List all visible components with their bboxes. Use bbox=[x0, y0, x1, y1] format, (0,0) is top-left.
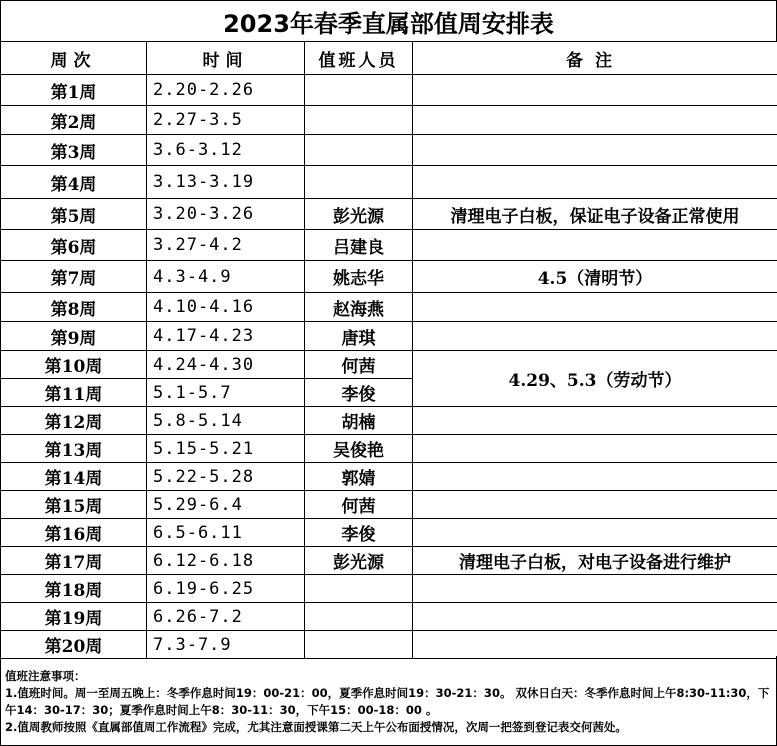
note-cell bbox=[413, 106, 777, 135]
notes-heading: 值班注意事项： bbox=[5, 669, 86, 683]
staff-cell: 彭光源 bbox=[305, 547, 413, 575]
table-row bbox=[1, 575, 777, 603]
staff-cell bbox=[305, 106, 413, 135]
note-cell bbox=[413, 230, 777, 261]
note-cell bbox=[413, 631, 777, 659]
note-cell bbox=[413, 603, 777, 631]
note-cell: 4.5（清明节） bbox=[413, 261, 777, 293]
week-cell: 第16周 bbox=[1, 519, 147, 547]
note-cell bbox=[413, 166, 777, 199]
table-row bbox=[1, 106, 777, 135]
staff-cell bbox=[305, 135, 413, 166]
staff-cell: 何茜 bbox=[305, 351, 413, 379]
week-cell: 第13周 bbox=[1, 435, 147, 463]
staff-cell bbox=[305, 575, 413, 603]
staff-cell: 吴俊艳 bbox=[305, 435, 413, 463]
notes-line-1: 1.值班时间。周一至周五晚上：冬季作息时间19：00-21：00，夏季作息时间19：30-21：30。 双休日白天：冬季作息时间上午8:30-11:30，下午14：30-17：30；夏季作息时间上午8：30-11：30，下午15：00-18：00 。 bbox=[5, 686, 770, 717]
time-cell: 2.20-2.26 bbox=[147, 75, 305, 106]
time-cell: 6.12-6.18 bbox=[147, 547, 305, 575]
week-cell: 第12周 bbox=[1, 407, 147, 435]
note-cell: 清理电子白板，保证电子设备正常使用 bbox=[413, 199, 777, 230]
table-header-row bbox=[1, 42, 777, 75]
week-cell: 第5周 bbox=[1, 199, 147, 230]
notes-line-2: 2.值周教师按照《直属部值周工作流程》完成，尤其注意面授课第二天上午公布面授情况，次周一把签到登记表交何茜处。 bbox=[5, 720, 627, 734]
time-cell: 4.24-4.30 bbox=[147, 351, 305, 379]
page-title: 2023年春季直属部值周安排表 bbox=[0, 0, 777, 42]
time-cell: 2.27-3.5 bbox=[147, 106, 305, 135]
week-cell: 第17周 bbox=[1, 547, 147, 575]
time-cell: 6.26-7.2 bbox=[147, 603, 305, 631]
time-cell: 6.19-6.25 bbox=[147, 575, 305, 603]
staff-cell bbox=[305, 75, 413, 106]
table-row bbox=[1, 199, 777, 230]
week-cell: 第4周 bbox=[1, 166, 147, 199]
note-cell bbox=[413, 519, 777, 547]
time-cell: 4.10-4.16 bbox=[147, 293, 305, 322]
week-cell: 第19周 bbox=[1, 603, 147, 631]
staff-cell: 郭婧 bbox=[305, 463, 413, 491]
note-cell: 清理电子白板，对电子设备进行维护 bbox=[413, 547, 777, 575]
time-cell: 7.3-7.9 bbox=[147, 631, 305, 659]
table-row bbox=[1, 631, 777, 659]
column-header-staff: 值班人员 bbox=[305, 42, 413, 75]
week-cell: 第2周 bbox=[1, 106, 147, 135]
table-row bbox=[1, 603, 777, 631]
time-cell: 5.29-6.4 bbox=[147, 491, 305, 519]
table-row bbox=[1, 407, 777, 435]
week-cell: 第3周 bbox=[1, 135, 147, 166]
week-cell: 第15周 bbox=[1, 491, 147, 519]
note-cell bbox=[413, 435, 777, 463]
note-cell bbox=[413, 135, 777, 166]
week-cell: 第14周 bbox=[1, 463, 147, 491]
time-cell: 4.3-4.9 bbox=[147, 261, 305, 293]
duty-notes bbox=[0, 656, 777, 746]
table-row bbox=[1, 547, 777, 575]
table-row bbox=[1, 75, 777, 106]
week-cell: 第18周 bbox=[1, 575, 147, 603]
table-row bbox=[1, 261, 777, 293]
staff-cell bbox=[305, 166, 413, 199]
table-row bbox=[1, 166, 777, 199]
week-cell: 第9周 bbox=[1, 322, 147, 351]
staff-cell: 彭光源 bbox=[305, 199, 413, 230]
time-cell: 4.17-4.23 bbox=[147, 322, 305, 351]
staff-cell: 赵海燕 bbox=[305, 293, 413, 322]
staff-cell: 何茜 bbox=[305, 491, 413, 519]
table-row bbox=[1, 322, 777, 351]
note-cell bbox=[413, 463, 777, 491]
staff-cell: 胡楠 bbox=[305, 407, 413, 435]
table-row bbox=[1, 435, 777, 463]
note-cell bbox=[413, 491, 777, 519]
time-cell: 5.15-5.21 bbox=[147, 435, 305, 463]
note-cell bbox=[413, 407, 777, 435]
staff-cell: 李俊 bbox=[305, 379, 413, 407]
time-cell: 3.13-3.19 bbox=[147, 166, 305, 199]
week-cell: 第11周 bbox=[1, 379, 147, 407]
week-cell: 第8周 bbox=[1, 293, 147, 322]
table-row bbox=[1, 230, 777, 261]
week-cell: 第10周 bbox=[1, 351, 147, 379]
week-cell: 第6周 bbox=[1, 230, 147, 261]
table-row bbox=[1, 491, 777, 519]
note-cell bbox=[413, 322, 777, 351]
time-cell: 5.8-5.14 bbox=[147, 407, 305, 435]
column-header-note: 备注 bbox=[413, 42, 777, 75]
note-cell bbox=[413, 75, 777, 106]
note-cell-merged: 4.29、5.3（劳动节） bbox=[413, 351, 777, 407]
schedule-table bbox=[0, 41, 777, 659]
time-cell: 5.22-5.28 bbox=[147, 463, 305, 491]
table-row bbox=[1, 351, 777, 379]
time-cell: 3.27-4.2 bbox=[147, 230, 305, 261]
table-row bbox=[1, 463, 777, 491]
week-cell: 第1周 bbox=[1, 75, 147, 106]
staff-cell bbox=[305, 631, 413, 659]
note-cell bbox=[413, 293, 777, 322]
time-cell: 5.1-5.7 bbox=[147, 379, 305, 407]
column-header-time: 时间 bbox=[147, 42, 305, 75]
time-cell: 3.6-3.12 bbox=[147, 135, 305, 166]
time-cell: 3.20-3.26 bbox=[147, 199, 305, 230]
staff-cell: 唐琪 bbox=[305, 322, 413, 351]
week-cell: 第20周 bbox=[1, 631, 147, 659]
note-cell bbox=[413, 575, 777, 603]
staff-cell: 姚志华 bbox=[305, 261, 413, 293]
table-row bbox=[1, 519, 777, 547]
week-cell: 第7周 bbox=[1, 261, 147, 293]
table-row bbox=[1, 293, 777, 322]
column-header-week: 周次 bbox=[1, 42, 147, 75]
staff-cell: 吕建良 bbox=[305, 230, 413, 261]
staff-cell bbox=[305, 603, 413, 631]
time-cell: 6.5-6.11 bbox=[147, 519, 305, 547]
table-row bbox=[1, 135, 777, 166]
staff-cell: 李俊 bbox=[305, 519, 413, 547]
